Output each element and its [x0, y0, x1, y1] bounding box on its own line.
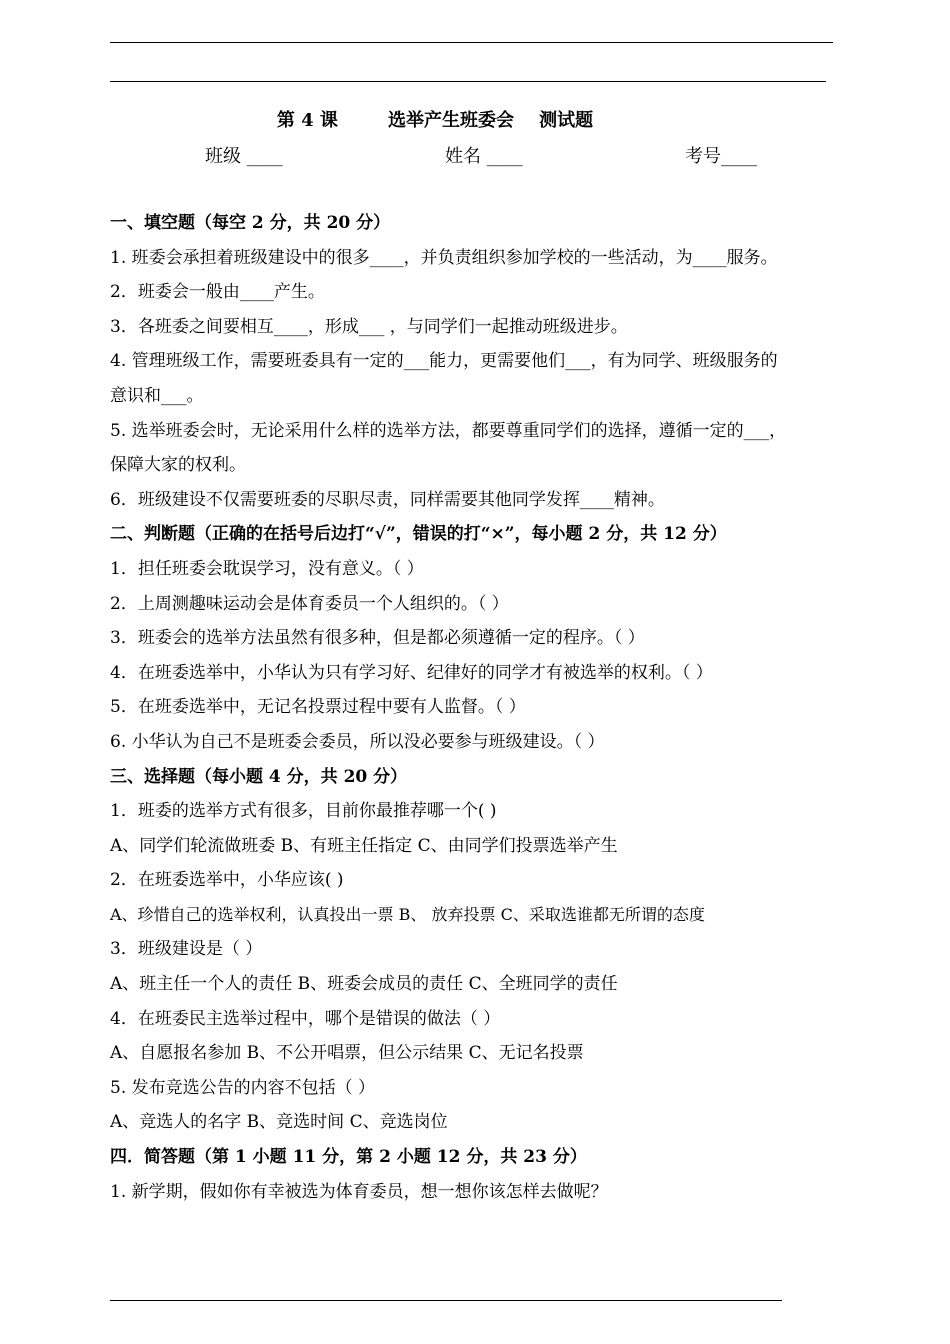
- question-line: 保障大家的权利。: [110, 455, 246, 476]
- section-heading: 三、选择题（每小题 4 分，共 20 分）: [110, 766, 408, 787]
- question-line: 2．在班委选举中，小华应该( ): [110, 870, 344, 891]
- question-line: 3．班级建设是（ ）: [110, 939, 263, 960]
- question-line: A、自愿报名参加 B、不公开唱票，但公示结果 C、无记名投票: [110, 1043, 584, 1064]
- question-line: 2．班委会一般由____产生。: [110, 282, 325, 303]
- question-line: 3．各班委之间要相互____，形成___ ，与同学们一起推动班级进步。: [110, 316, 628, 337]
- question-line: 5. 选举班委会时，无论采用什么样的选举方法，都要尊重同学们的选择，遵循一定的___，: [110, 420, 787, 441]
- exam-content: [110, 206, 850, 1209]
- question-line: A、珍惜自己的选举权利，认真投出一票 B、 放弃投票 C、采取选谁都无所谓的态度: [110, 904, 705, 924]
- question-line: 6. 小华认为自己不是班委会委员，所以没必要参与班级建设。（ ）: [110, 731, 605, 752]
- question-line: A、同学们轮流做班委 B、有班主任指定 C、由同学们投票选举产生: [110, 835, 618, 856]
- question-line: 1．担任班委会耽误学习，没有意义。（ ）: [110, 558, 424, 579]
- question-line: 2．上周测趣味运动会是体育委员一个人组织的。（ ）: [110, 593, 509, 614]
- question-line: 1．班委的选举方式有很多，目前你最推荐哪一个( ): [110, 801, 497, 822]
- section-heading: 一、填空题（每空 2 分，共 20 分）: [110, 213, 391, 233]
- section-heading: 四．简答题（第 1 小题 11 分，第 2 小题 12 分，共 23 分）: [110, 1147, 587, 1168]
- top-rule-1: [110, 42, 833, 43]
- question-line: 4. 管理班级工作，需要班委具有一定的___能力，更需要他们___，有为同学、班级服务的: [110, 351, 778, 372]
- question-line: 1. 新学期，假如你有幸被选为体育委员，想一想你该怎样去做呢？: [110, 1181, 608, 1202]
- question-line: 5．在班委选举中，无记名投票过程中要有人监督。（ ）: [110, 697, 526, 718]
- section-heading: 二、判断题（正确的在括号后边打“√”，错误的打“×”，每小题 2 分，共 12 分）: [110, 524, 727, 545]
- question-line: 5. 发布竞选公告的内容不包括（ ）: [110, 1077, 376, 1098]
- page-title: 第 4 课 选举产生班委会 测试题: [276, 110, 594, 131]
- question-line: A、班主任一个人的责任 B、班委会成员的责任 C、全班同学的责任: [110, 974, 618, 995]
- question-line: A、竞选人的名字 B、竞选时间 C、竞选岗位: [110, 1112, 448, 1133]
- top-rule-2: [110, 81, 826, 82]
- question-line: 4．在班委选举中，小华认为只有学习好、纪律好的同学才有被选举的权利。（ ）: [110, 662, 713, 683]
- exam-number-field-label: 考号____: [685, 146, 757, 167]
- name-field-label: 姓名 ____: [445, 146, 523, 167]
- question-line: 意识和___。: [110, 385, 204, 406]
- question-line: 1. 班委会承担着班级建设中的很多____，并负责组织参加学校的一些活动，为____服务。: [110, 247, 778, 268]
- question-line: 4．在班委民主选举过程中，哪个是错误的做法（ ）: [110, 1008, 501, 1029]
- question-line: 6．班级建设不仅需要班委的尽职尽责，同样需要其他同学发挥____精神。: [110, 489, 665, 510]
- bottom-rule: [110, 1300, 782, 1301]
- question-line: 3．班委会的选举方法虽然有很多种，但是都必须遵循一定的程序。（ ）: [110, 628, 645, 649]
- class-field-label: 班级 ____: [205, 146, 283, 167]
